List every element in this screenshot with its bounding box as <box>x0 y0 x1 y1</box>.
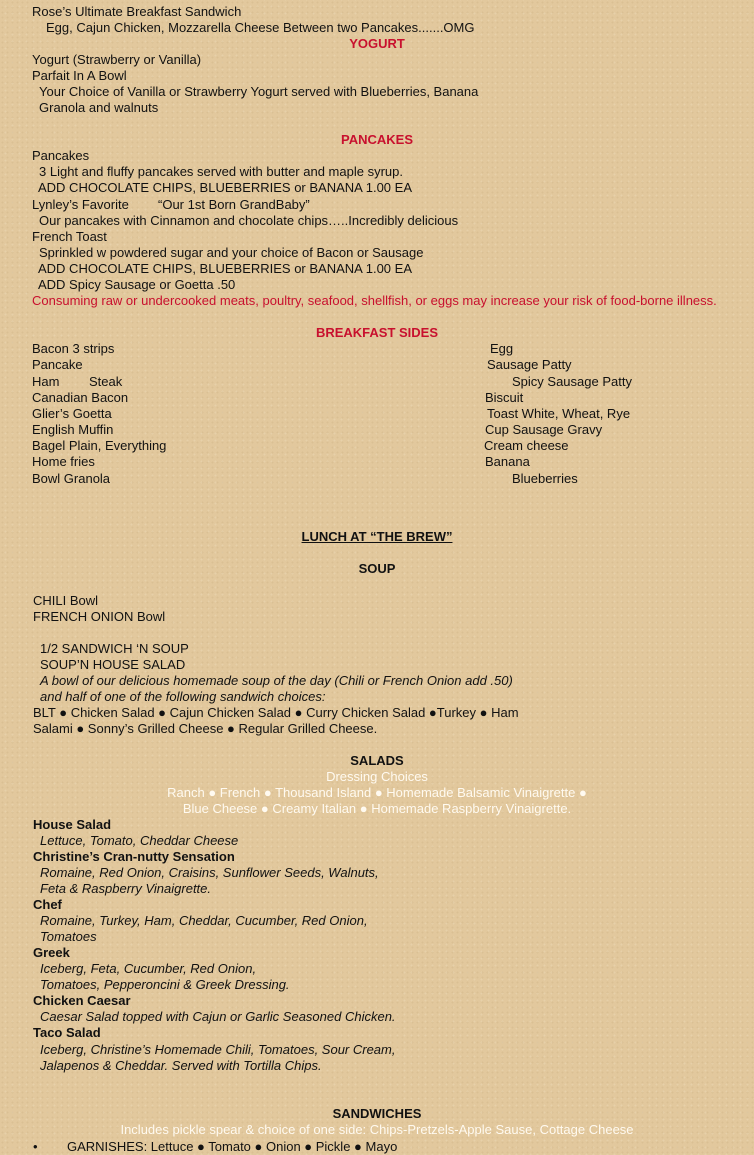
side-left-item: Glier’s Goetta <box>32 406 112 421</box>
side-left-item: Bagel Plain, Everything <box>32 438 167 453</box>
yogurt-item: Yogurt (Strawberry or Vanilla) <box>32 52 202 67</box>
taco-salad: Taco Salad <box>33 1025 101 1040</box>
taco-salad-desc-2: Jalapenos & Cheddar. Served with Tortilla Chips. <box>40 1058 322 1073</box>
side-right-item: Cream cheese <box>484 438 569 453</box>
taco-salad-desc-1: Iceberg, Christine’s Homemade Chili, Tomatoes, Sour Cream, <box>40 1042 396 1057</box>
house-salad-desc: Lettuce, Tomato, Cheddar Cheese <box>40 833 239 848</box>
french-toast-add: ADD CHOCOLATE CHIPS, BLUEBERRIES or BANANA 1.00 EA <box>38 261 412 276</box>
pancakes-heading: PANCAKES <box>341 132 413 147</box>
garnishes: GARNISHES: Lettuce ● Tomato ● Onion ● Pickle ● Mayo <box>67 1139 398 1154</box>
rose-sandwich-desc: Egg, Cajun Chicken, Mozzarella Cheese Between two Pancakes.......OMG <box>46 20 475 35</box>
side-left-item: Home fries <box>32 454 95 469</box>
side-left-item: Bacon 3 strips <box>32 341 115 356</box>
chicken-caesar-desc: Caesar Salad topped with Cajun or Garlic Seasoned Chicken. <box>40 1009 396 1024</box>
greek-salad-desc-2: Tomatoes, Pepperoncini & Greek Dressing. <box>40 977 290 992</box>
lynley-quote: “Our 1st Born GrandBaby” <box>158 197 310 212</box>
side-left-item: Canadian Bacon <box>32 390 129 405</box>
pancakes-item: Pancakes <box>32 148 90 163</box>
yogurt-heading: YOGURT <box>349 36 405 51</box>
house-salad: House Salad <box>33 817 112 832</box>
combo-desc-2: and half of one of the following sandwich choices: <box>40 689 326 704</box>
cran-nutty-desc-2: Feta & Raspberry Vinaigrette. <box>40 881 212 896</box>
chicken-caesar-salad: Chicken Caesar <box>33 993 131 1008</box>
side-right-item: Sausage Patty <box>487 357 572 372</box>
side-right-item: Egg <box>490 341 514 356</box>
pancakes-desc: 3 Light and fluffy pancakes served with butter and maple syrup. <box>39 164 403 179</box>
side-left-item: English Muffin <box>32 422 114 437</box>
garnish-bullet: • <box>33 1139 38 1154</box>
sandwich-choices-2: Salami ● Sonny’s Grilled Cheese ● Regular Grilled Cheese. <box>33 721 378 736</box>
dressing-list-2: Blue Cheese ● Creamy Italian ● Homemade Raspberry Vinaigrette. <box>182 801 572 816</box>
parfait-desc-2: Granola and walnuts <box>39 100 159 115</box>
parfait-item: Parfait In A Bowl <box>32 68 127 83</box>
side-right-item: Banana <box>485 454 530 469</box>
french-onion-bowl: FRENCH ONION Bowl <box>33 609 166 624</box>
salads-heading: SALADS <box>350 753 404 768</box>
french-toast-desc: Sprinkled w powdered sugar and your choice of Bacon or Sausage <box>39 245 424 260</box>
chef-salad-desc-2: Tomatoes <box>40 929 97 944</box>
side-right-item: Spicy Sausage Patty <box>512 374 632 389</box>
soup-heading: SOUP <box>358 561 396 576</box>
sandwiches-heading: SANDWICHES <box>332 1106 422 1121</box>
dressing-heading: Dressing Choices <box>326 769 428 784</box>
dressing-list-1: Ranch ● French ● Thousand Island ● Homemade Balsamic Vinaigrette ● <box>167 785 587 800</box>
lynley-item: Lynley’s Favorite <box>32 197 129 212</box>
breakfast-sides-heading: BREAKFAST SIDES <box>315 325 439 340</box>
chili-bowl: CHILI Bowl <box>33 593 99 608</box>
side-right-item: Cup Sausage Gravy <box>485 422 603 437</box>
side-right-item: Blueberries <box>512 471 578 486</box>
chef-salad: Chef <box>33 897 62 912</box>
sandwiches-includes: Includes pickle spear & choice of one side: Chips-Pretzels-Apple Sause, Cottage Cheese <box>120 1122 634 1137</box>
side-left-item: Pancake <box>32 357 83 372</box>
parfait-desc-1: Your Choice of Vanilla or Strawberry Yogurt served with Blueberries, Banana <box>39 84 479 99</box>
lynley-desc: Our pancakes with Cinnamon and chocolate chips…..Incredibly delicious <box>39 213 459 228</box>
side-steak: Steak <box>89 374 123 389</box>
greek-salad-desc-1: Iceberg, Feta, Cucumber, Red Onion, <box>40 961 257 976</box>
french-toast-add-2: ADD Spicy Sausage or Goetta .50 <box>38 277 236 292</box>
side-right-item: Toast White, Wheat, Rye <box>487 406 631 421</box>
cran-nutty-salad: Christine’s Cran-nutty Sensation <box>33 849 235 864</box>
soup-house-salad: SOUP’N HOUSE SALAD <box>40 657 186 672</box>
rose-sandwich-title: Rose’s Ultimate Breakfast Sandwich <box>32 4 242 19</box>
side-right-item: Biscuit <box>485 390 524 405</box>
combo-desc-1: A bowl of our delicious homemade soup of the day (Chili or French Onion add .50) <box>40 673 513 688</box>
cran-nutty-desc-1: Romaine, Red Onion, Craisins, Sunflower Seeds, Walnuts, <box>40 865 379 880</box>
sandwich-choices-1: BLT ● Chicken Salad ● Cajun Chicken Salad ● Curry Chicken Salad ●Turkey ● Ham <box>33 705 519 720</box>
side-left-item: Bowl Granola <box>32 471 111 486</box>
chef-salad-desc-1: Romaine, Turkey, Ham, Cheddar, Cucumber, Red Onion, <box>40 913 368 928</box>
lunch-heading: LUNCH AT “THE BREW” <box>301 529 453 544</box>
half-sandwich-soup: 1/2 SANDWICH ‘N SOUP <box>40 641 189 656</box>
side-left-item: Ham <box>32 374 60 389</box>
greek-salad: Greek <box>33 945 70 960</box>
pancakes-add: ADD CHOCOLATE CHIPS, BLUEBERRIES or BANANA 1.00 EA <box>38 180 412 195</box>
french-toast-item: French Toast <box>32 229 107 244</box>
food-safety-warning: Consuming raw or undercooked meats, poultry, seafood, shellfish, or eggs may increase your risk of food-borne illness. <box>32 293 717 308</box>
